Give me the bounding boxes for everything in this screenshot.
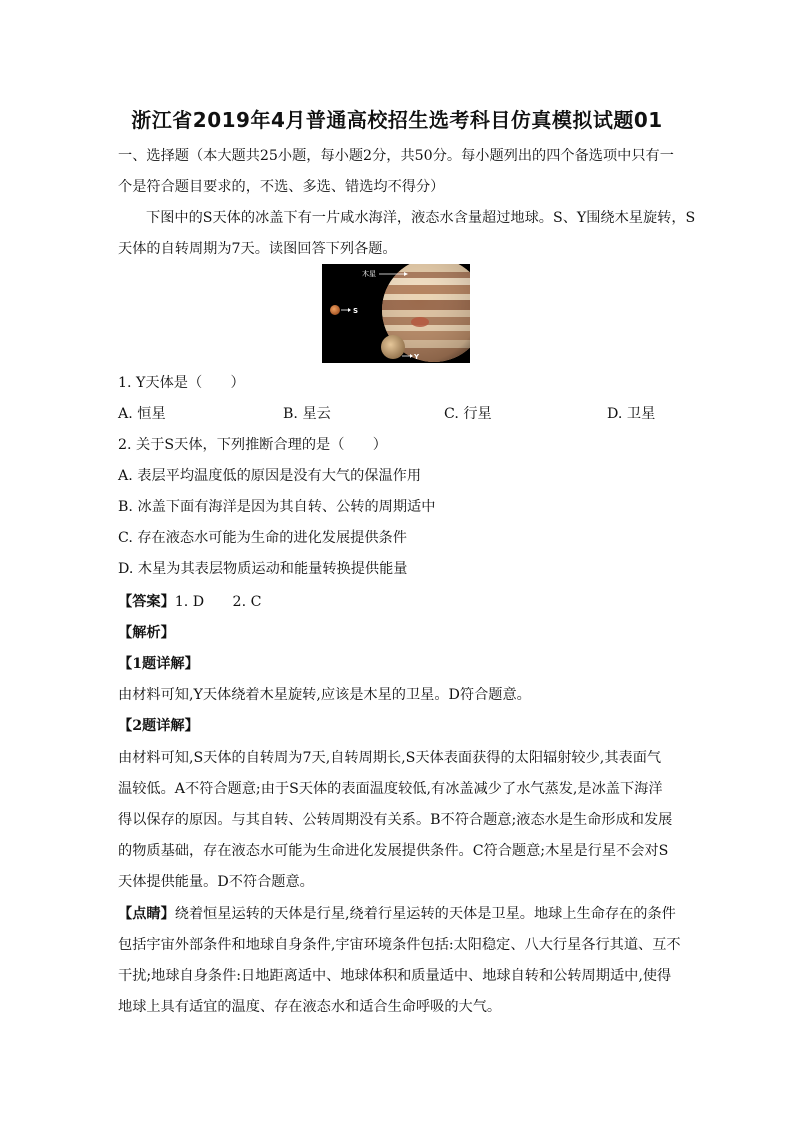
tip-label: 【点睛】	[118, 906, 175, 922]
question-1-stem: 1. Y天体是（ ）	[118, 375, 245, 391]
tip-line-1	[118, 904, 678, 924]
question-1-option-a: A. 恒星	[118, 406, 166, 422]
detail-2-line-5: 天体提供能量。D不符合题意。	[118, 874, 314, 890]
question-1-option-d: D. 卫星	[607, 406, 656, 422]
question-2-option-d: D. 木星为其表层物质运动和能量转换提供能量	[118, 561, 408, 577]
label-jupiter: 木星	[362, 270, 376, 278]
question-2-option-b: B. 冰盖下面有海洋是因为其自转、公转的周期适中	[118, 499, 436, 515]
moon-y	[381, 335, 405, 359]
answer-text: 1. D 2. C	[174, 594, 262, 610]
tip-line-2: 包括宇宙外部条件和地球自身条件,宇宙环境条件包括:太阳稳定、八大行星各行其道、互不	[118, 937, 681, 953]
tip-line-3: 干扰;地球自身条件:日地距离适中、地球体积和质量适中、地球自转和公转周期适中,使得	[118, 968, 672, 984]
answer-line	[118, 592, 678, 612]
analysis-label: 【解析】	[118, 625, 175, 641]
question-2-stem: 2. 关于S天体，下列推断合理的是（ ）	[118, 437, 387, 453]
detail-2-line-2: 温较低。A不符合题意;由于S天体的表面温度较低,有冰盖减少了水气蒸发,是冰盖下海洋	[118, 781, 663, 797]
jupiter-figure	[322, 264, 470, 363]
stem-line-1: 下图中的S天体的冰盖下有一片咸水海洋，液态水含量超过地球。S、Y围绕木星旋转，S	[146, 210, 696, 226]
question-2-option-a: A. 表层平均温度低的原因是没有大气的保温作用	[118, 468, 422, 484]
detail-2-line-3: 得以保存的原因。与其自转、公转周期没有关系。B不符合题意;液态水是生命形成和发展	[118, 812, 673, 828]
detail-2-line-4: 的物质基础，存在液态水可能为生命进化发展提供条件。C符合题意;木星是行星不会对S	[118, 843, 669, 859]
detail-1-line-1: 由材料可知,Y天体绕着木星旋转,应该是木星的卫星。D符合题意。	[118, 687, 531, 703]
section-intro-line-2: 个是符合题目要求的，不选、多选、错选均不得分）	[118, 179, 445, 195]
question-1-option-b: B. 星云	[283, 406, 331, 422]
section-intro-line-1: 一、选择题（本大题共25小题，每小题2分，共50分。每小题列出的四个备选项中只有一	[118, 148, 674, 164]
tip-line-4: 地球上具有适宜的温度、存在液态水和适合生命呼吸的大气。	[118, 999, 502, 1015]
answer-label: 【答案】	[118, 594, 175, 610]
label-y: Y	[414, 353, 420, 361]
detail-2-line-1: 由材料可知,S天体的自转周为7天,自转周期长,S天体表面获得的太阳辐射较少,其表面气	[118, 750, 662, 766]
question-2-option-c: C. 存在液态水可能为生命的进化发展提供条件	[118, 530, 407, 546]
label-s: S	[353, 307, 359, 315]
question-1-option-c: C. 行星	[444, 406, 492, 422]
detail-2-label: 【2题详解】	[118, 718, 199, 734]
stem-line-2: 天体的自转周期为7天。读图回答下列各题。	[118, 241, 397, 257]
detail-1-label: 【1题详解】	[118, 656, 199, 672]
page-title: 浙江省2019年4月普通高校招生选考科目仿真模拟试题01	[131, 108, 663, 132]
moon-s	[330, 305, 340, 315]
tip-text-1: 绕着恒星运转的天体是行星,绕着行星运转的天体是卫星。地球上生命存在的条件	[174, 906, 676, 922]
